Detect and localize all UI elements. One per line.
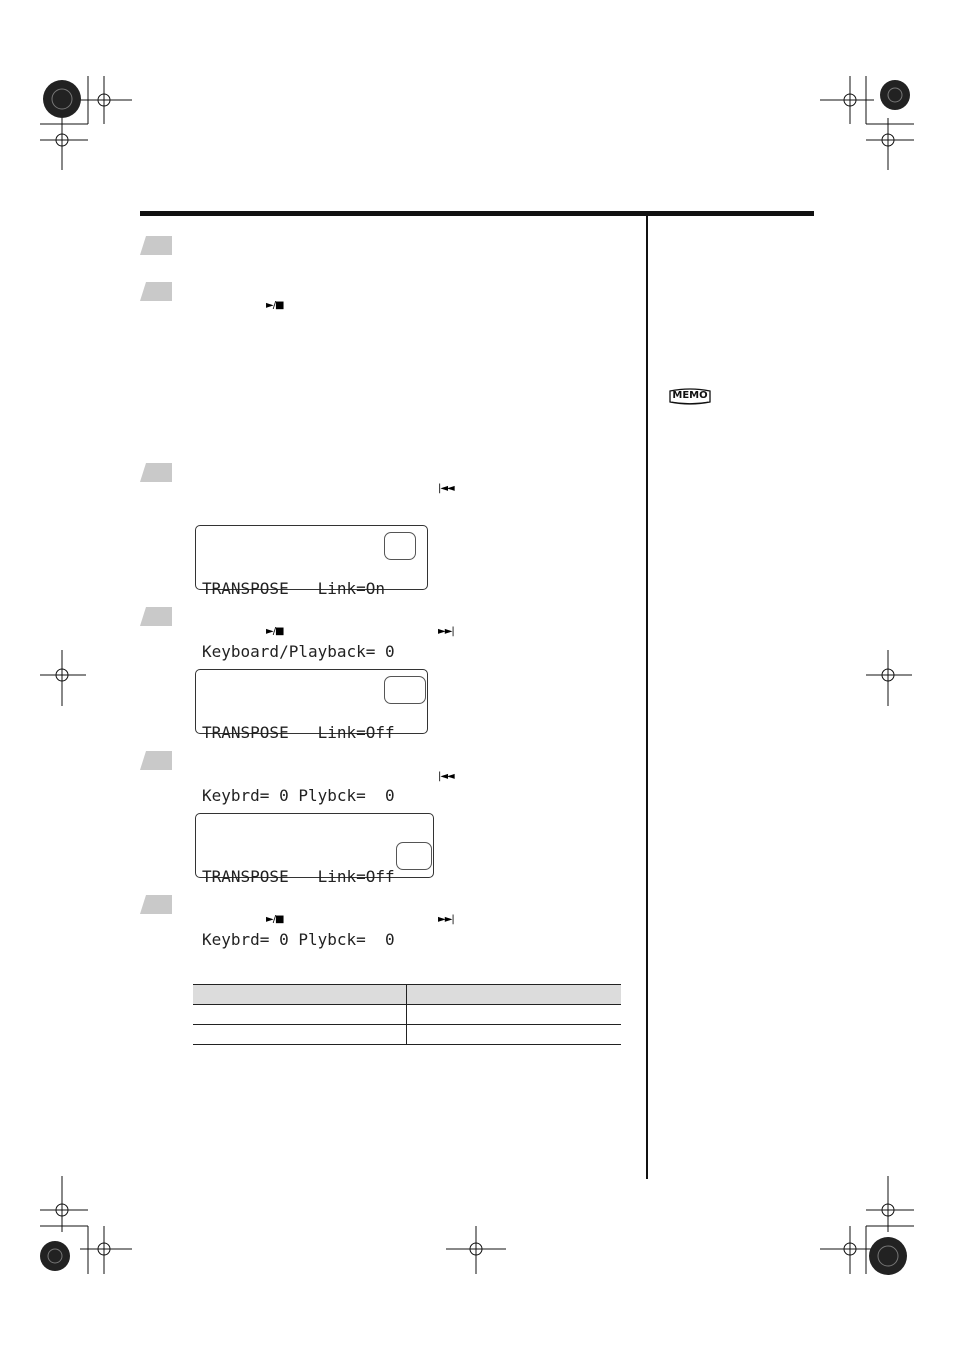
table-header-cell bbox=[407, 985, 621, 1004]
lcd-display bbox=[195, 813, 434, 949]
forward-icon: ►►| bbox=[438, 914, 454, 925]
lcd-line-1: TRANSPOSE Link=Off bbox=[202, 867, 395, 886]
lcd-line-1: TRANSPOSE Link=On bbox=[202, 579, 386, 598]
lcd-line-2: Keybrd= 0 Plybck= 0 bbox=[202, 786, 395, 805]
memo-label: MEMO bbox=[672, 390, 708, 401]
table-row bbox=[193, 1025, 621, 1045]
registration-dot-icon bbox=[40, 80, 910, 1275]
header-rule bbox=[140, 211, 814, 216]
table-header-cell bbox=[193, 985, 407, 1004]
settings-table bbox=[193, 984, 621, 1045]
play-stop-icon: ►/■ bbox=[266, 914, 284, 925]
memo-icon bbox=[668, 388, 712, 405]
lcd-display bbox=[195, 669, 428, 805]
table-header-row bbox=[193, 984, 621, 1005]
table-cell bbox=[407, 1005, 621, 1024]
rewind-icon: |◄◄ bbox=[438, 483, 454, 494]
forward-icon: ►►| bbox=[438, 626, 454, 637]
play-stop-icon: ►/■ bbox=[266, 300, 284, 311]
table-row bbox=[193, 1005, 621, 1025]
lcd-line-1: TRANSPOSE Link=Off bbox=[202, 723, 395, 742]
play-stop-icon: ►/■ bbox=[266, 626, 284, 637]
highlight-ring bbox=[384, 676, 426, 704]
highlight-ring bbox=[396, 842, 432, 870]
highlight-ring bbox=[384, 532, 416, 560]
table-cell bbox=[193, 1005, 407, 1024]
table-cell bbox=[407, 1025, 621, 1044]
lcd-line-2: Keyboard/Playback= 0 bbox=[202, 642, 395, 661]
table-cell bbox=[193, 1025, 407, 1044]
rewind-icon: |◄◄ bbox=[438, 771, 454, 782]
sidebar-divider bbox=[646, 216, 648, 1179]
lcd-display bbox=[195, 525, 428, 661]
lcd-line-2: Keybrd= 0 Plybck= 0 bbox=[202, 930, 395, 949]
